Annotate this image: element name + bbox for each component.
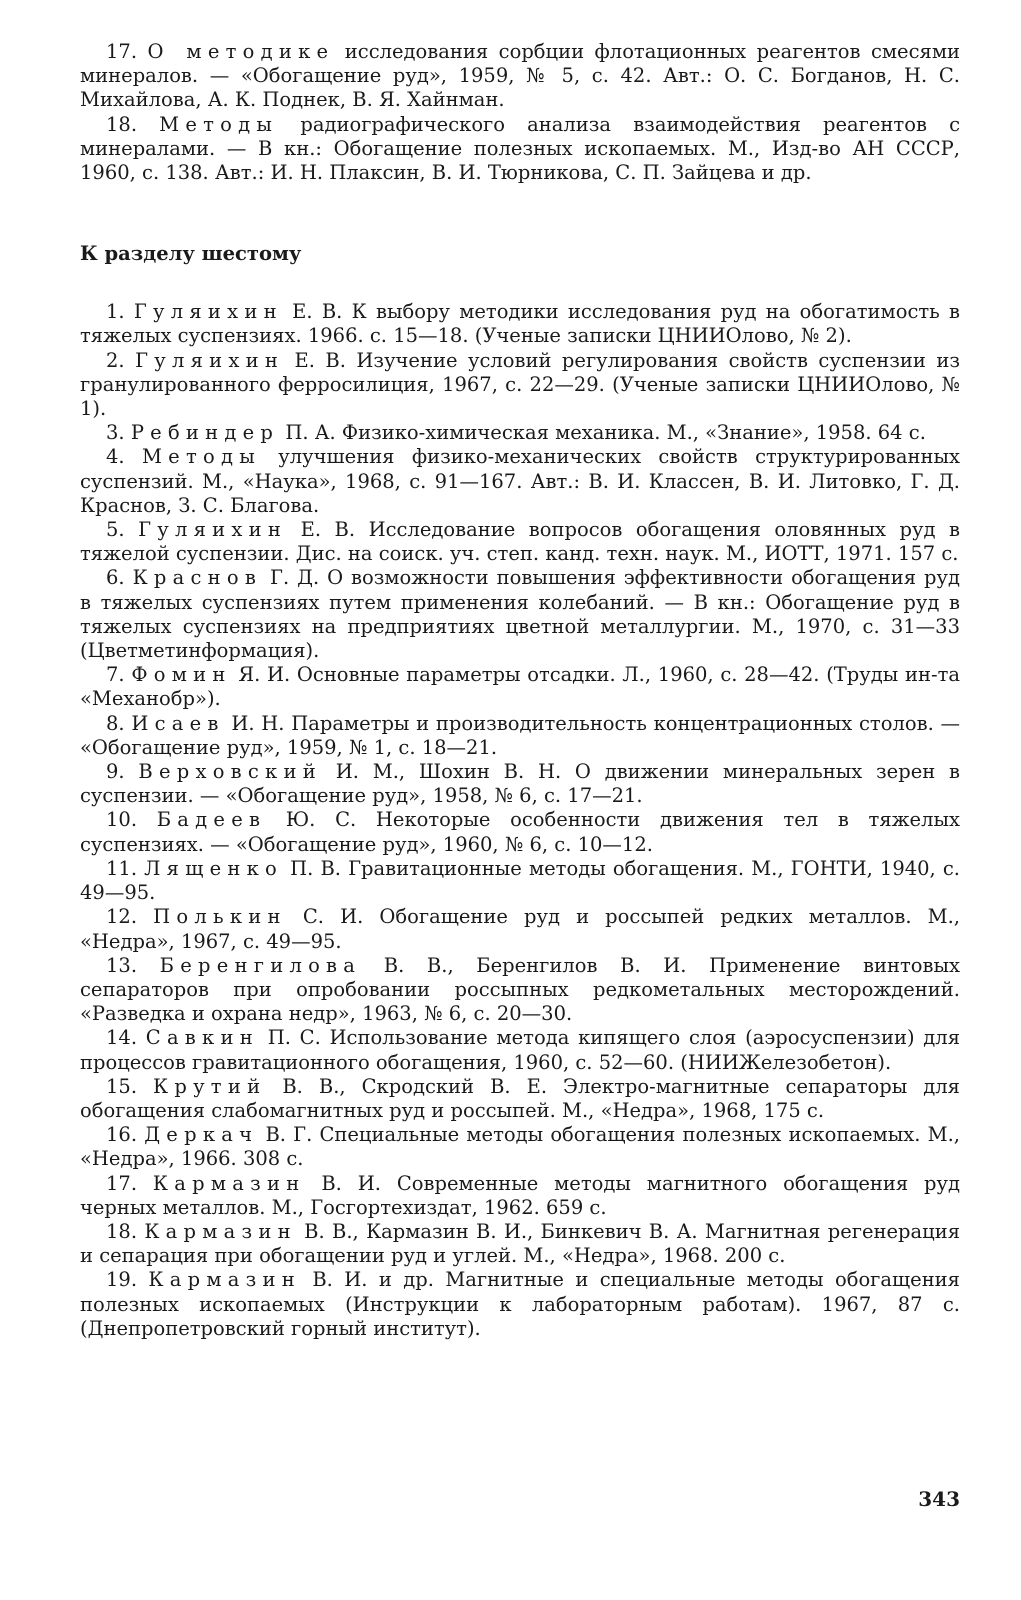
reference-entry bbox=[80, 905, 960, 953]
entry-text: Е. В. К выбору методики исследования руд на обогатимость в тяжелых суспензиях. 1966. с. 15—18. (Ученые записки ЦНИИОлово, № 2). bbox=[80, 300, 961, 348]
entry-spaced-lead: Савкин bbox=[145, 1026, 259, 1050]
reference-entry bbox=[80, 954, 960, 1027]
reference-entry bbox=[80, 421, 960, 445]
reference-entry bbox=[80, 566, 960, 663]
entry-text: Г. Д. О возможности повышения эффективности обогащения руд в тяжелых суспензиях путем применения колебаний. — В кн.: Обогащение руд в тяжелых суспензиях на предприятиях цветной металлургии. М., 1970, с. 31—33 (Цветметинформация). bbox=[80, 566, 960, 663]
entry-spaced-lead: Кармазин bbox=[144, 1219, 297, 1243]
entry-text: исследования сорбции флотационных реагентов смесями минералов. — «Обогащение руд», 1959, № 5, с. 42. Авт.: О. С. Богданов, Н. С. Михайлова, А. К. Поднек, В. Я. Хайнман. bbox=[80, 40, 960, 112]
entry-spaced-lead: Краснов bbox=[132, 566, 263, 590]
entry-spaced-lead: Кармазин bbox=[148, 1268, 301, 1292]
entry-spaced-lead: Гуляихин bbox=[133, 300, 283, 324]
entry-spaced-lead: Деркач bbox=[144, 1123, 259, 1147]
section-entries bbox=[80, 300, 960, 1341]
section-heading: К разделу шестому bbox=[80, 242, 302, 266]
entry-number: 15. bbox=[106, 1074, 138, 1098]
entry-text: радиографического анализа взаимодействия реагентов с минералами. — В кн.: Обогащение полезных ископаемых. М., Изд-во АН СССР, 1960, с. 138. Авт.: И. Н. Плаксин, В. И. Тюрникова, С. П. Зайцева и др. bbox=[80, 112, 961, 185]
reference-entry bbox=[80, 518, 960, 566]
entry-number: 10. bbox=[106, 808, 138, 832]
entry-spaced-lead: Исаев bbox=[131, 711, 225, 735]
entry-text: И. Н. Параметры и производительность концентрационных столов. — «Обогащение руд», 1959, № 1, с. 18—21. bbox=[80, 711, 960, 759]
reference-entry bbox=[80, 663, 960, 711]
entry-spaced-lead: Гуляихин bbox=[138, 518, 288, 542]
entry-number: 6. bbox=[106, 566, 125, 590]
entry-number: 17. bbox=[106, 40, 138, 63]
entry-spaced-lead: Фомин bbox=[131, 663, 232, 687]
entry-spaced-lead: О методике bbox=[147, 40, 335, 63]
entry-text: улучшения физико-механических свойств структурированных суспензий. М., «Наука», 1968, с. 91—167. Авт.: В. И. Классен, В. И. Литовко, Г. Д. Краснов, З. С. Благова. bbox=[80, 445, 961, 517]
entry-text: П. А. Физико-химическая механика. М., «Знание», 1958. 64 с. bbox=[279, 421, 926, 445]
entry-number: 3. bbox=[106, 421, 125, 445]
entry-spaced-lead: Кармазин bbox=[152, 1171, 306, 1195]
entry-number: 19. bbox=[106, 1268, 138, 1292]
entry-text: В. В., Беренгилов В. И. Применение винтовых сепараторов при опробовании россыпных редкометальных месторождений. «Разведка и охрана недр», 1963, № 6, с. 20—30. bbox=[80, 953, 961, 1026]
reference-entry bbox=[80, 1123, 960, 1171]
entry-number: 4. bbox=[106, 445, 125, 469]
reference-entry bbox=[80, 113, 960, 186]
entry-text: Е. В. Изучение условий регулирования свойств суспензии из гранулированного ферросилиция, 1967, с. 22—29. (Ученые записки ЦНИИОлово, № 1). bbox=[80, 348, 960, 421]
reference-entry bbox=[80, 1172, 960, 1220]
entry-text: Я. И. Основные параметры отсадки. Л., 1960, с. 28—42. (Труды ин-та «Механобр»). bbox=[80, 663, 960, 711]
entry-number: 13. bbox=[106, 953, 138, 977]
reference-entry bbox=[80, 857, 960, 905]
entry-text: И. М., Шохин В. Н. О движении минеральных зерен в суспензии. — «Обогащение руд», 1958, № 6, с. 17—21. bbox=[80, 760, 960, 808]
entry-number: 5. bbox=[106, 518, 125, 542]
entry-text: Е. В. Исследование вопросов обогащения оловянных руд в тяжелой суспензии. Дис. на соиск. уч. степ. канд. техн. наук. М., ИОТТ, 1971. 157 с. bbox=[80, 518, 960, 566]
page-number: 343 bbox=[918, 1487, 960, 1511]
entry-number: 18. bbox=[106, 112, 138, 136]
entry-spaced-lead: Бадеев bbox=[156, 808, 267, 832]
reference-entry bbox=[80, 349, 960, 422]
entry-text: Ю. С. Некоторые особенности движения тел в тяжелых суспензиях. — «Обогащение руд», 1960, № 6, с. 10—12. bbox=[80, 808, 961, 856]
entry-text: С. И. Обогащение руд и россыпей редких металлов. М., «Недра», 1967, с. 49—95. bbox=[80, 905, 960, 953]
top-entries bbox=[80, 40, 960, 185]
entry-text: В. И. и др. Магнитные и специальные методы обогащения полезных ископаемых (Инструкции к лабораторным работам). 1967, 87 с. (Днепропетровский горный институт). bbox=[80, 1268, 960, 1340]
reference-entry bbox=[80, 1220, 960, 1268]
entry-spaced-lead: Беренгилова bbox=[159, 953, 362, 977]
entry-spaced-lead: Лященко bbox=[144, 856, 283, 880]
entry-number: 8. bbox=[106, 711, 125, 735]
entry-text: П. В. Гравитационные методы обогащения. М., ГОНТИ, 1940, с. 49—95. bbox=[80, 856, 960, 905]
reference-entry bbox=[80, 445, 960, 518]
reference-entry bbox=[80, 1075, 960, 1123]
page-body bbox=[80, 40, 960, 1341]
entry-number: 1. bbox=[106, 300, 125, 324]
entry-number: 2. bbox=[106, 348, 125, 372]
reference-entry bbox=[80, 808, 960, 856]
entry-number: 17. bbox=[106, 1171, 138, 1195]
entry-number: 9. bbox=[106, 760, 125, 784]
reference-entry bbox=[80, 1268, 960, 1341]
entry-spaced-lead: Ребиндер bbox=[130, 421, 280, 445]
entry-spaced-lead: Крутий bbox=[153, 1074, 267, 1098]
entry-spaced-lead: Гуляихин bbox=[135, 348, 285, 372]
entry-text: В. В., Кармазин В. И., Бинкевич В. А. Магнитная регенерация и сепарация при обогащении руд и углей. М., «Недра», 1968. 200 с. bbox=[80, 1219, 960, 1268]
reference-entry bbox=[80, 712, 960, 760]
reference-entry bbox=[80, 40, 960, 113]
entry-number: 14. bbox=[106, 1026, 138, 1050]
entry-number: 7. bbox=[106, 663, 125, 687]
entry-spaced-lead: Полькин bbox=[153, 905, 287, 929]
reference-entry bbox=[80, 1026, 960, 1074]
entry-text: В. И. Современные методы магнитного обогащения руд черных металлов. М., Госгортехиздат, 1962. 659 с. bbox=[80, 1171, 961, 1219]
entry-text: П. С. Использование метода кипящего слоя (аэросуспензии) для процессов гравитационного обогащения, 1960, с. 52—60. (НИИЖелезобетон). bbox=[80, 1026, 961, 1074]
entry-spaced-lead: Методы bbox=[141, 445, 261, 469]
entry-number: 12. bbox=[106, 905, 138, 929]
entry-text: В. Г. Специальные методы обогащения полезных ископаемых. М., «Недра», 1966. 308 с. bbox=[80, 1123, 960, 1171]
entry-text: В. В., Скродский В. Е. Электро-магнитные сепараторы для обогащения слабомагнитных руд и россыпей. М., «Недра», 1968, 175 с. bbox=[80, 1074, 960, 1122]
entry-number: 16. bbox=[106, 1123, 138, 1147]
reference-entry bbox=[80, 760, 960, 808]
entry-number: 18. bbox=[106, 1219, 138, 1243]
entry-number: 11. bbox=[106, 856, 138, 880]
entry-spaced-lead: Методы bbox=[159, 112, 279, 136]
entry-spaced-lead: Верховский bbox=[138, 760, 322, 784]
reference-entry bbox=[80, 300, 960, 348]
